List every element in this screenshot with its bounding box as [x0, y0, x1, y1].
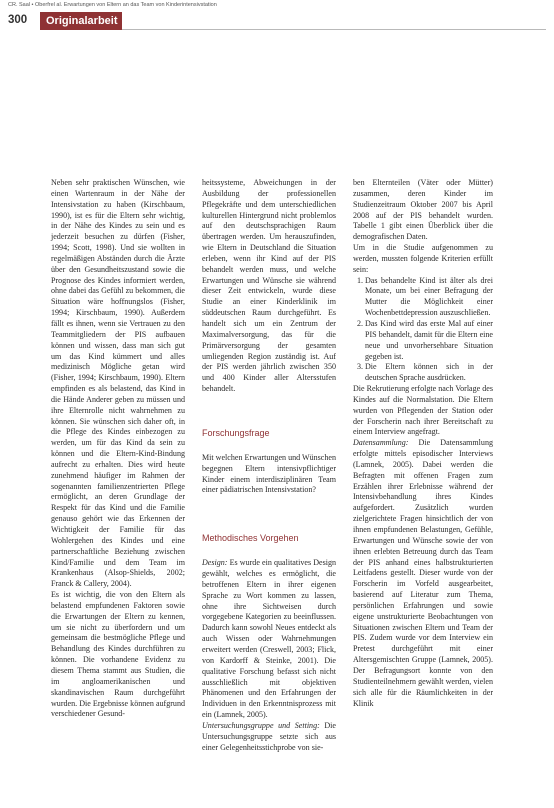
paragraph-text: Es wurde ein qualitatives Design gewählt, welches es ermöglicht, die betroffenen Eltern in ihrer eigenen Sprache zu Wort kommen zu lassen, ohne ihre Sichtweisen durch vorgegebene Kategorien zu beeinflussen. Dadurch kann sowohl Neues entdeckt als auch Wissen oder Wahrnehmungen erweitert werden (Creswell, 2003; Flick, von Kardorff & Steinke, 2001). Die qualitative Forschung befasst sich nicht ausschließlich mit objektiven Phänomenen und den Erfahrungen der Individuen in den Erkenntnisprozess mit ein (Lamnek, 2005). [202, 558, 336, 720]
body-paragraph [353, 438, 493, 709]
paragraph-text: Die Datensammlung erfolgte mittels episodischer Interviews (Lamnek, 2005). Dabei werden die Befragten mit offenen Fragen zum Erzählen ihrer Erlebnisse während der Intensivbehandlung ihres Kindes aufgefordert. Zusätzlich wurden zielgerichtete Fragen hinsichtlich der von ihnen empfundenen Belastungen, Gefühle, Erwartungen und Wünsche sowie der von ihnen erlebten Betreuung durch das Team der PIS anhand eines halbstrukturierten Leitfadens gestellt. Dieser wurde von der Forscherin im Vorfeld ausgearbeitet, basierend auf Literatur zum Thema, persönlichen Erfahrungen und sowie eigene unstrukturierte Beobachtungen von Situationen zwischen Eltern und Team der PIS. Zudem wurde vor dem Interview ein Pretest durchgeführt mit einer Altersgemischten Gruppe (Lamnek, 2005). Der Befragungsort konnte von den Studienteilnehmern gewählt werden, vielen sich alle für die Räumlichkeiten in der Klinik [353, 438, 493, 708]
text-column-1 [51, 178, 185, 720]
run-in-heading-data-collection: Datensammlung: [353, 438, 409, 448]
body-paragraph: Neben sehr praktischen Wünschen, wie einen Wartenraum in der Nähe der Intensivstation zu haben (Kirschbaum, 1990), ist es für die Eltern sehr wichtig, in der Nähe des Kindes zu sein und es jederzeit besuchen zu dürfen (Fisher, 1994; Scott, 1998). Und sie wollten in regelmäßigen Abständen durch die Ärzte über den Gesundheitszustand sowie die Prognose des Kindes informiert werden, ohne dabei das Gefühl zu bekommen, die Situation wäre hoffnungslos (Fisher, 1994; Kirschbaum, 1990). Außerdem fällt es ihnen, wenn sie Vertrauen zu den Teammitgliedern der PIS aufbauen können und wissen, dass man sich gut um das Kind kümmert und alles medizinisch Mögliche getan wird (Fisher, 1994; Kirschbaum, 1990). Eltern empfinden es als belastend, das Kind in die Hände Anderer geben zu müssen und ihre Elternrolle nicht wahrnehmen zu können. Sie wünschen sich daher oft, in die Pflege des Kindes einbezogen zu werden, um für das Kind da sein zu können und die Eltern-Kind-Bindung aufrecht zu erhalten. Dies wird heute zunehmend häufiger im Rahmen der sogenannten familienzentrierten Pflege ermöglicht, an deren Grundlage der Respekt für das Kind und die Familie genauso gehört wie das Erkennen der Wichtigkeit der Familie für das Wohlergehen des Kindes und eine partnerschaftliche Beziehung zwischen Kind/Familie und dem Team im Krankenhaus (Alsop-Shields, 2002; Franck & Callery, 2004). [51, 178, 185, 589]
inclusion-criteria-list [353, 276, 493, 384]
run-in-heading-sample: Untersuchungsgruppe und Setting: [202, 720, 320, 730]
list-item: 2. Das Kind wird das erste Mal auf einer PIS behandelt, damit für die Eltern eine neue und unvorhersehbare Situation gegeben ist. [365, 319, 493, 362]
body-paragraph [202, 558, 336, 721]
section-heading-methods: Methodisches Vorgehen [202, 533, 299, 544]
body-paragraph: Mit welchen Erwartungen und Wünschen begegnen Eltern intensivpflichtiger Kinder einem interdisziplinären Team einer pädiatrischen Intensivstation? [202, 452, 336, 495]
text-column-2 [202, 178, 336, 753]
body-paragraph: Es ist wichtig, die von den Eltern als belastend empfundenen Faktoren sowie die Erwartungen der Eltern zu kennen, um sie nicht zu überfordern und um gemeinsam die bestmögliche Pflege und Behandlung des Kindes durchführen zu können. Die vorhandene Evidenz zu diesem Thema stammt aus Studien, die im angloamerikanischen und skandinavischen Raum durchgeführt wurden. Die Ergebnisse können aufgrund verschiedener Gesund- [51, 590, 185, 719]
running-head: CR. Saal • Oberfrel al. Erwartungen von Eltern an das Team von Kinderintensivstation [8, 2, 217, 8]
page-number: 300 [8, 14, 28, 26]
text-column-3 [353, 178, 493, 709]
page-header [0, 0, 554, 40]
section-label: Originalarbeit [40, 12, 122, 30]
section-heading-research-question: Forschungsfrage [202, 427, 270, 438]
body-paragraph: ben Elternteilen (Väter oder Mütter) zusammen, deren Kinder im Studienzeitraum Oktober 2007 bis April 2008 auf der PIS behandelt wurden. Tabelle 1 gibt einen Überblick über die demografischen Daten. [353, 178, 493, 242]
body-paragraph: Um in die Studie aufgenommen zu werden, mussten folgende Kriterien erfüllt sein: [353, 243, 493, 274]
run-in-heading-design: Design: [202, 558, 228, 568]
body-paragraph: heitssysteme, Abweichungen in der Ausbildung der professionellen Pflegekräfte und dem unterschiedlichen kulturellen Hintergrund nicht problemlos auf den deutschsprachigen Raum übertragen werden. Um herauszufinden, wie Eltern in Deutschland die Situation erleben, wenn ihr Kind auf der PIS behandelt werden muss, und welche Erwartungen und Wünsche sie während dieser Zeit entwickeln, wurde diese Studie an einer Kinderklinik im süddeutschen Raum durchgeführt. Es handelt sich um ein Zentrum der Maximalversorgung, das für die Primärversorgung der gesamten umliegenden Region zuständig ist. Auf der PIS werden jährlich zwischen 350 und 400 Kinder aller Altersstufen behandelt. [202, 178, 336, 394]
list-item: 1. Das behandelte Kind ist älter als drei Monate, um bei einer Befragung der Mutter die Möglichkeit einer Wochenbettdepression auszuschließen. [365, 276, 493, 319]
body-paragraph [202, 721, 336, 754]
list-item: 3. Die Eltern können sich in der deutschen Sprache ausdrücken. [365, 362, 493, 384]
header-rule [122, 29, 546, 30]
paragraph-text: Die Untersuchungsgruppe setzte sich aus einer Gelegenheitsstichprobe von sie- [202, 720, 336, 752]
body-paragraph: Die Rekrutierung erfolgte nach Vorlage des Kindes auf die Normalstation. Die Eltern wurden von Pflegenden der Station oder der Forscherin nach ihrer Bereitschaft zu einem Interview angefragt. [353, 384, 493, 437]
